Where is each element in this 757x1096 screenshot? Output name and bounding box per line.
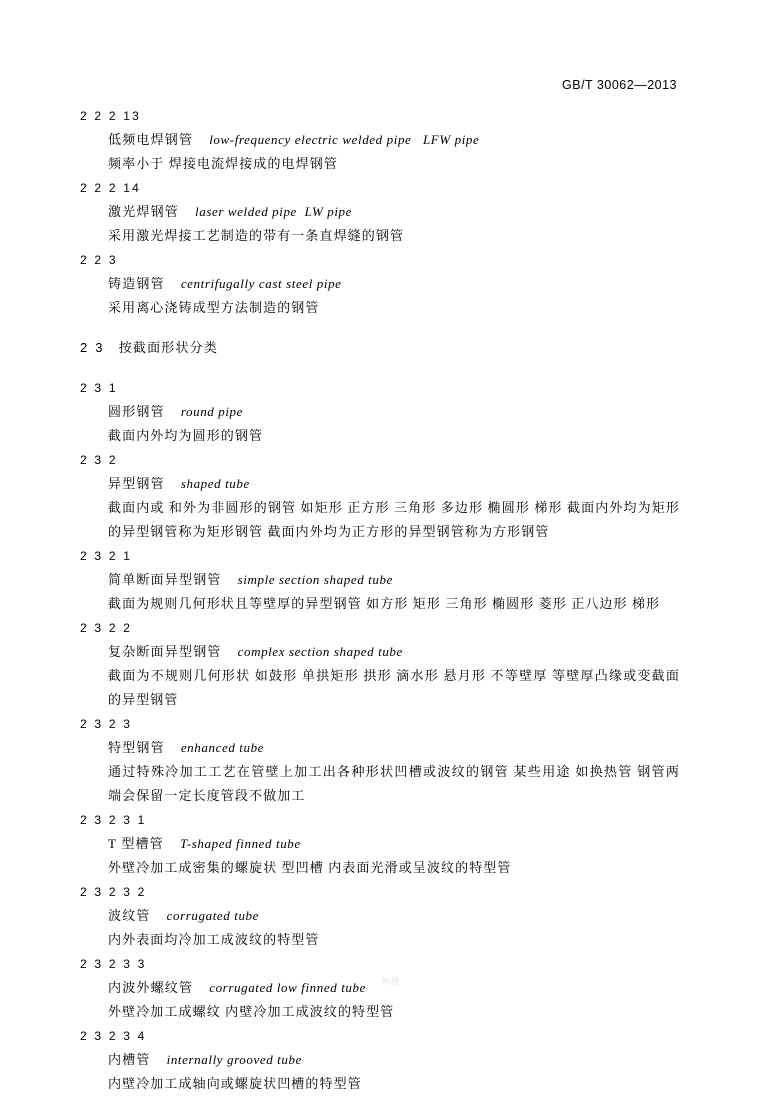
term-cn: 简单断面异型钢管	[108, 572, 222, 587]
term-cn: 圆形钢管	[108, 404, 165, 419]
term-cn: 复杂断面异型钢管	[108, 644, 222, 659]
clause-number: 2 3 2 1	[80, 549, 133, 563]
clause-number: 2 2 3	[80, 253, 118, 267]
clause-number: 2 3 2 3 1	[80, 813, 147, 827]
section-spacer	[80, 360, 680, 376]
clause-number: 2 3 1	[80, 381, 118, 395]
term-en: corrugated tube	[166, 908, 260, 923]
clause-number: 2 3 2 2	[80, 621, 133, 635]
term-entry	[80, 1048, 680, 1072]
term-en: round pipe	[180, 404, 244, 419]
term-cn: 异型钢管	[108, 476, 165, 491]
document-body	[80, 104, 680, 1096]
term-en: internally grooved tube	[166, 1052, 302, 1067]
term-definition: 内外表面均冷加工成波纹的特型管	[108, 932, 320, 947]
term-definition: 外壁冷加工成密集的螺旋状 型凹槽 内表面光滑或呈波纹的特型管	[108, 860, 512, 875]
clause-number: 2 3 2 3	[80, 717, 133, 731]
term-entry	[80, 832, 680, 856]
term-entry	[80, 200, 680, 224]
term-definition: 通过特殊冷加工工艺在管壁上加工出各种形状凹槽或波纹的钢管 某些用途 如换热管 钢管两端会保留一定长度管段不做加工	[108, 764, 680, 803]
term-en: enhanced tube	[180, 740, 265, 755]
term-definition: 截面为不规则几何形状 如鼓形 单拱矩形 拱形 滴水形 悬月形 不等壁厚 等壁厚凸缘或变截面的异型钢管	[108, 668, 680, 707]
term-en: shaped tube	[180, 476, 250, 491]
term-entry	[80, 568, 680, 592]
term-entry	[80, 472, 680, 496]
term-definition: 截面内外均为圆形的钢管	[108, 428, 264, 443]
page-header: GB/T 30062—2013	[562, 78, 677, 92]
section-title: 按截面形状分类	[118, 340, 219, 355]
clause-number: 2 2 2 13	[80, 109, 141, 123]
term-entry	[80, 400, 680, 424]
term-en: laser welded pipe LW pipe	[195, 204, 353, 219]
term-entry	[80, 128, 680, 152]
section-number: 2 3	[80, 340, 105, 355]
term-definition: 内壁冷加工成轴向或螺旋状凹槽的特型管	[108, 1076, 362, 1091]
term-en: centrifugally cast steel pipe	[180, 276, 342, 291]
term-entry	[80, 272, 680, 296]
term-definition: 采用离心浇铸成型方法制造的钢管	[108, 300, 320, 315]
term-en: complex section shaped tube	[237, 644, 403, 659]
term-cn: 内波外螺纹管	[108, 980, 194, 995]
clause-number: 2 3 2 3 2	[80, 885, 147, 899]
term-entry	[80, 640, 680, 664]
term-cn: 波纹管	[108, 908, 151, 923]
term-definition: 频率小于 焊接电流焊接成的电焊钢管	[108, 156, 338, 171]
term-en: simple section shaped tube	[237, 572, 393, 587]
term-en: low-frequency electric welded pipe LFW pipe	[209, 132, 480, 147]
term-cn: T 型槽管	[108, 836, 164, 851]
term-definition: 外壁冷加工成螺纹 内壁冷加工成波纹的特型管	[108, 1004, 395, 1019]
clause-number: 2 3 2 3 4	[80, 1029, 147, 1043]
clause-number: 2 2 2 14	[80, 181, 141, 195]
term-cn: 低频电焊钢管	[108, 132, 194, 147]
clause-number: 2 3 2	[80, 453, 118, 467]
term-definition: 截面内或 和外为非圆形的钢管 如矩形 正方形 三角形 多边形 椭圆形 梯形 截面内外均为矩形的异型钢管称为矩形钢管 截面内外均为正方形的异型钢管称为方形钢管	[108, 500, 680, 539]
term-cn: 特型钢管	[108, 740, 165, 755]
term-en: T-shaped finned tube	[179, 836, 301, 851]
section-spacer	[80, 320, 680, 336]
term-definition: 采用激光焊接工艺制造的带有一条直焊缝的钢管	[108, 228, 405, 243]
term-cn: 激光焊钢管	[108, 204, 180, 219]
term-entry	[80, 904, 680, 928]
term-entry	[80, 736, 680, 760]
term-definition: 截面为规则几何形状且等壁厚的异型钢管 如方形 矩形 三角形 椭圆形 菱形 正八边形 梯形	[108, 596, 661, 611]
term-cn: 内槽管	[108, 1052, 151, 1067]
clause-number: 2 3 2 3 3	[80, 957, 147, 971]
watermark: 标准	[381, 976, 400, 986]
term-cn: 铸造钢管	[108, 276, 165, 291]
term-en: corrugated low finned tube	[209, 980, 366, 995]
section-heading	[80, 336, 680, 360]
